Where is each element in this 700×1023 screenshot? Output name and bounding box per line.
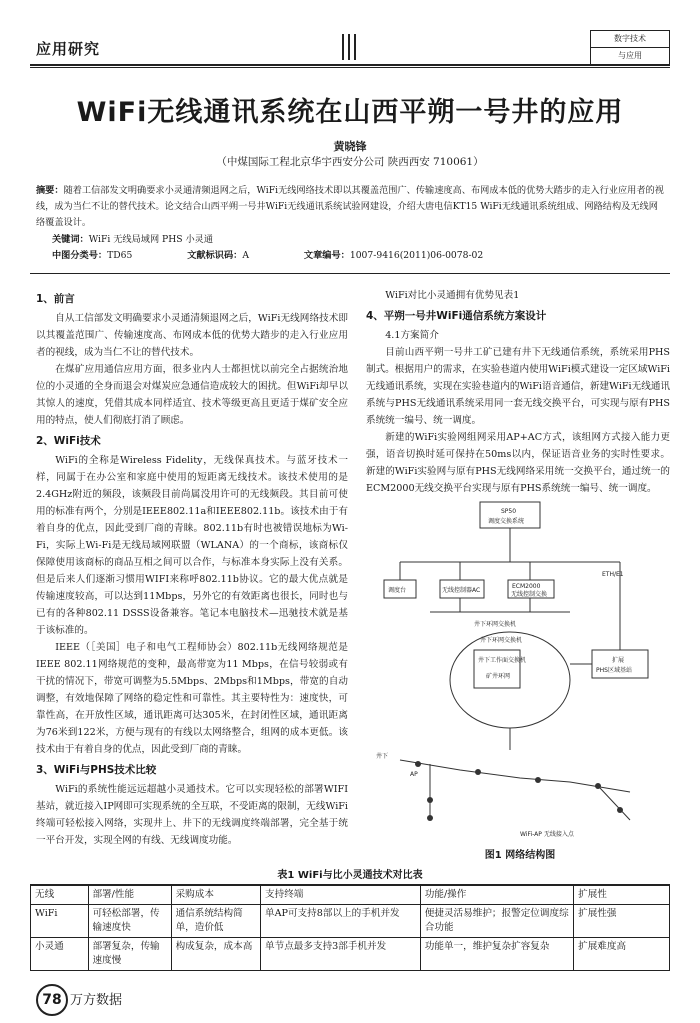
ap-node <box>617 807 623 813</box>
paragraph: 自从工信部发文明确要求小灵通清频退网之后，WiFi无线网络技术即以其覆盖范围广、传输速度高、布网成本低的优势大踏步的走入行业应用者的视线，成为当仁不让的替代技术。 <box>36 313 348 358</box>
table-caption: 表1 WiFi与比小灵通技术对比表 <box>277 870 423 881</box>
table-header-cell: 采购成本 <box>171 885 260 905</box>
paragraph: 目前山西平朔一号井工矿已建有井下无线通信系统，系统采用PHS制式。根据用户的需求，在实验巷道内使用WiFi模式建设一定区域WiFi无线通讯系统，实现在实验巷道内的WiFi语音通信，新建WiFi无线通讯系统与PHS无线通讯系统采用同一套无线交换平台，可实现与原有PHS系统统一编号、统一调度。 <box>366 347 671 426</box>
right-column <box>366 287 670 497</box>
workface-switch-box <box>474 650 520 688</box>
ap-node <box>475 769 481 775</box>
section-label: 应用研究 <box>36 40 101 58</box>
ring-label-2: 井下环网交换机 <box>480 637 523 644</box>
table-cell: 便捷灵活易维护；报警定位调度综合功能 <box>420 905 573 938</box>
table-header-row <box>31 885 670 905</box>
affiliation: （中煤国际工程北京华宇西安分公司 陕西西安 710061） <box>216 156 484 168</box>
ring-ellipse <box>450 632 570 728</box>
table-row <box>31 905 670 938</box>
classification <box>52 248 535 264</box>
ap-node <box>595 783 601 789</box>
figure-caption: 图1 网络结构图 <box>484 850 556 861</box>
keywords-text: WiFi 无线局域网 PHS 小灵通 <box>88 234 214 245</box>
ap-node <box>427 815 433 821</box>
table-header-cell: 部署/性能 <box>88 885 171 905</box>
abstract-text: 随着工信部发文明确要求小灵通清频退网之后，WiFi无线网络技术即以其覆盖范围广、传输速度高、布网成本低的优势大踏步的走入行业应用者的视线，成为当仁不让的替代技术。论文结合山西平朔一号井WiFi无线通讯系统试验网建设，介绍大唐电信KT15 WiFi无线通讯系统组成、网路结构及无线网络覆盖设计。 <box>36 185 664 228</box>
ext-sub-label: PHS区域基站 <box>596 667 632 674</box>
console-label: 调度台 <box>388 587 407 594</box>
workface-label: 井下工作面交换机 <box>478 657 527 664</box>
ap-node <box>535 777 541 783</box>
network-diagram <box>370 500 670 840</box>
clc-value: TD65 <box>107 250 133 261</box>
abstract-label: 摘要： <box>36 185 64 196</box>
table-cell: 构成复杂，成本高 <box>171 938 260 971</box>
table-header-cell: 扩展性 <box>574 885 670 905</box>
table-header-cell: 功能/操作 <box>420 885 573 905</box>
table-row <box>31 938 670 971</box>
keywords <box>52 232 213 248</box>
ap-node <box>415 761 421 767</box>
doc-value: A <box>242 250 249 261</box>
doc-label: 文献标识码： <box>187 250 243 261</box>
paragraph: 在煤矿应用通信应用方面，很多业内人士都担忧以前完全占据统治地位的小灵通的全身而退会对煤炭应急通信造成较大的困扰。但WiFi却早以其惊人的速度，凭借其成本同样适宜、技术等级更高且更适于煤矿安全应用的特点，使人们彻底打消了顾虑。 <box>36 364 348 426</box>
table-cell: 单节点最多支持3部手机并发 <box>261 938 421 971</box>
server-label: SP50 <box>501 508 517 515</box>
ext-label: 扩展 <box>612 657 625 664</box>
table-cell: 扩展性强 <box>574 905 670 938</box>
article-label: 文章编号： <box>303 250 350 261</box>
paragraph: WiFi的全称是Wireless Fidelity，无线保真技术。与蓝牙技术一样，同属于在办公室和家庭中使用的短距离无线技术。该技术使用的是2.4GHz附近的频段，该频段目前尚属没用许可的无线频段。其目前可使用的标准有两个，分别是IEEE802.11a和IEEE802.11b。该技术由于有着自身的优点，因此受到厂商的青睐。802.11b有时也被错误地标为Wi-Fi，实际上Wi-Fi是无线局域网联盟（WLANA）的一个商标，该商标仅保障使用该商标的商品互相之间可以合作，与标准本身实际上没有关系。但是后来人们逐渐习惯用WIFI来称呼802.11b协议。它的最大优点就是传输速度较高，可以达到11Mbps，另外它的有效距离也很长，同时也与已有的各种802.11 DSSS设备兼容。笔记本电脑技术—迅驰技术就是基于该标准的。 <box>36 455 348 636</box>
header-rule <box>30 64 670 66</box>
journal-logo <box>590 30 670 66</box>
logo-line-2: 与应用 <box>618 51 642 60</box>
keywords-label: 关键词： <box>52 234 89 245</box>
table-cell: 扩展难度高 <box>574 938 670 971</box>
paragraph: WiFi的系统性能远远超越小灵通技术。它可以实现轻松的部署WIFI基站，就近接入IP网即可实现系统的全互联，不受距离的限制，无线WiFi终端可轻松接入网络，实现井上、井下的无线调度终端部署，完全基于统一平台开发，实现全网的有线、无线调度功能。 <box>36 784 348 846</box>
table-header-cell: 无线 <box>31 885 89 905</box>
heading-design: 4、平朔一号井WiFi通信系统方案设计 <box>366 310 547 322</box>
core-label: 矿井环网 <box>486 673 511 680</box>
paper-title: WiFi无线通讯系统在山西平朔一号井的应用 <box>76 97 624 128</box>
heading-intro: 1、前言 <box>36 293 75 305</box>
sw-label: ETH/E1 <box>602 571 624 578</box>
ac-label: 无线控制器AC <box>442 587 481 594</box>
table-header-cell: 支持终端 <box>261 885 421 905</box>
abstract-rule <box>30 273 670 274</box>
table-cell: 功能单一，维护复杂扩容复杂 <box>420 938 573 971</box>
paragraph: 新建的WiFi实验网组网采用AP+AC方式，该组网方式接入能力更强，语音切换时延可保持在50ms以内，保证语音业务的实时性要求。新建的WiFi实验网与原有PHS无线网络采用统一交换平台，通过统一的ECM2000无线交换平台实现与原有PHS系统统一编号、统一调度。 <box>366 432 670 494</box>
left-column <box>36 287 348 849</box>
shaft-label: 井下 <box>376 753 389 760</box>
ap-label: AP <box>410 771 418 778</box>
comparison-table <box>30 884 670 971</box>
ap-node <box>427 797 433 803</box>
ecm-label: ECM2000 <box>512 583 541 590</box>
table-cell: 小灵通 <box>31 938 89 971</box>
subheading-overview: 4.1方案简介 <box>385 330 439 341</box>
table-cell: 通信系统结构简单，造价低 <box>171 905 260 938</box>
header-rule-thin <box>30 67 670 68</box>
heading-compare: 3、WiFi与PHS技术比较 <box>36 764 157 776</box>
abstract <box>36 183 666 231</box>
ecm-sub-label: 无线控制交换 <box>511 591 548 598</box>
legend-label: WiFi-AP 无线接入点 <box>520 831 574 838</box>
ring-label-1: 井下环网交换机 <box>474 621 517 628</box>
logo-line-1: 数字技术 <box>591 31 669 48</box>
paragraph: WiFi对比小灵通拥有优势见表1 <box>385 290 520 301</box>
server-sub-label: 调度交换系统 <box>488 518 525 525</box>
table-cell: WiFi <box>31 905 89 938</box>
table-cell: 单AP可支持8部以上的手机并发 <box>261 905 421 938</box>
table-cell: 可轻松部署，传输速度快 <box>88 905 171 938</box>
author: 黄晓锋 <box>333 140 367 153</box>
clc-label: 中图分类号： <box>52 250 108 261</box>
footer-brand: 万方数据 <box>70 993 123 1008</box>
article-value: 1007-9416(2011)06-0078-02 <box>349 250 484 261</box>
table-cell: 部署复杂，传输速度慢 <box>88 938 171 971</box>
heading-wifi: 2、WiFi技术 <box>36 435 101 447</box>
paragraph: IEEE（［美国］电子和电气工程师协会）802.11b无线网络规范是IEEE 802.11网络规范的变种，最高带宽为11 Mbps，在信号较弱或有干扰的情况下，带宽可调整为5.5Mbps、2Mbps和1Mbps，带宽的自动调整，有效地保障了网络的稳定性和可靠性。其主要特性为：速度快，可靠性高，在开放性区域，通讯距离可达305米，在封闭性区域，通讯距离为76米到122米，方便与现有的有线以太网络整合，组网的成本更低。该技术由于有着自身的优点，因此受到厂商的青睐。 <box>36 642 348 755</box>
page-number: 78 <box>36 984 68 1016</box>
